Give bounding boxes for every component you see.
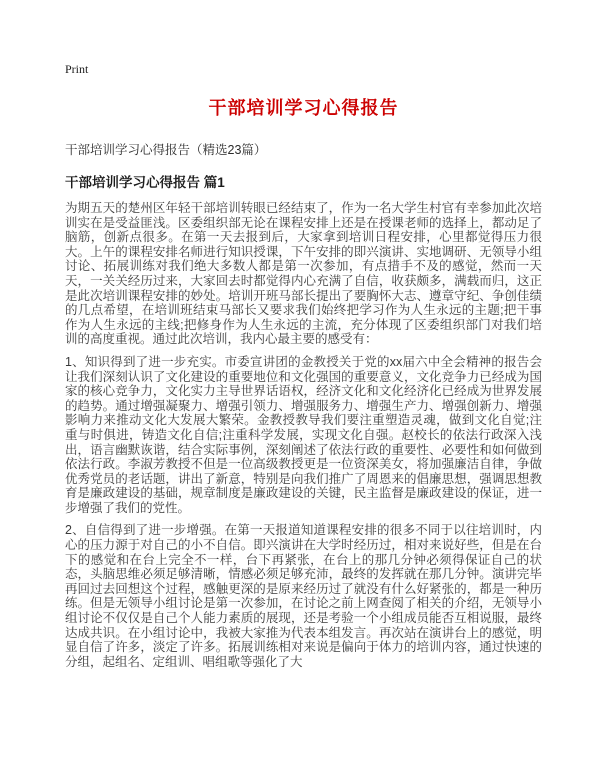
- section-heading: 干部培训学习心得报告 篇1: [65, 175, 225, 190]
- article-paragraph-2: 1、知识得到了进一步充实。市委宣讲团的金教授关于党的xx届六中全会精神的报告会让我们深刻认识了文化建设的重要地位和文化强国的重要意义，文化竞争力已经成为国家的核心竞争力，文化实力主导世界话语权，经济文化和文化经济化已经成为世界发展的趋势。通过增强凝聚力、增强引领力、增强服务力、增强生产力、增强创新力、增强影响力来推动文化大发展大繁荣。金教授教导我们要注重塑造灵魂，做到文化自觉;注重与时俱进，铸造文化自信;注重科学发展，实现文化自强。赵校长的依法行政深入浅出，语言幽默诙谐，结合实际事例，深刻阐述了依法行政的重要性、必要性和如何做到依法行政。李淑芳教授不但是一位高级教授更是一位资深美女，将加强廉洁自律，争做优秀党员的老话题，讲出了新意，特别是向我们推广了周恩来的倡廉思想，强调思想教育是廉政建设的基础，规章制度是廉政建设的关键，民主监督是廉政建设的保证，进一步增强了我们的党性。: [65, 354, 542, 515]
- article-paragraph-1: 为期五天的楚州区年轻干部培训转眼已经结束了，作为一名大学生村官有幸参加此次培训实在是受益匪浅。区委组织部无论在课程安排上还是在授课老师的选择上，都动足了脑筋，创新点很多。在第一天去报到后，大家拿到培训日程安排，心里都觉得压力很大。上午的课程安排名师进行知识授课，下午安排的即兴演讲、实地调研、无领导小组讨论、拓展训练对我们绝大多数人都是第一次参加，有点措手不及的感觉，然而一天天，一关关经历过来，大家回去时都觉得内心充满了自信，收获颇多，满载而归，这正是此次培训课程安排的妙处。培训开班马部长提出了要胸怀大志、遵章守纪、争创佳绩的几点希望，在培训班结束马部长又要求我们始终把学习作为人生永远的主题;把干事作为人生永远的主线;把修身作为人生永远的主流，充分体现了区委组织部门对我们培训的高度重视。通过此次培训，我内心最主要的感受有：: [65, 201, 542, 347]
- article-body: [65, 201, 542, 669]
- page-title: 干部培训学习心得报告: [208, 98, 399, 118]
- article-paragraph-3: 2、自信得到了进一步增强。在第一天报道知道课程安排的很多不同于以往培训时，内心的压力源于对自己的小不自信。即兴演讲在大学时经历过，相对来说好些，但是在台下的感觉和在台上完全不一样，台下再紧张，在台上的那几分钟必须得保证自己的状态，头脑思维必须足够清晰，情感必须足够充沛，最终的发挥就在那几分钟。演讲完毕再回过去回想这个过程，感触更深的是原来经历过了就没有什么好紧张的，都是一种历练。但是无领导小组讨论是第一次参加，在讨论之前上网查阅了相关的介绍，无领导小组讨论不仅仅是自己个人能力素质的展现，还是考验一个小组成员能否互相说服，最终达成共识。在小组讨论中，我被大家推为代表本组发言。再次站在演讲台上的感觉，明显自信了许多，淡定了许多。拓展训练相对来说是偏向于体力的培训内容，通过快速的分组，起组名、定组训、唱组歌等强化了大: [65, 523, 542, 669]
- page-subtitle: 干部培训学习心得报告（精选23篇）: [65, 143, 267, 157]
- print-link[interactable]: Print: [65, 62, 89, 76]
